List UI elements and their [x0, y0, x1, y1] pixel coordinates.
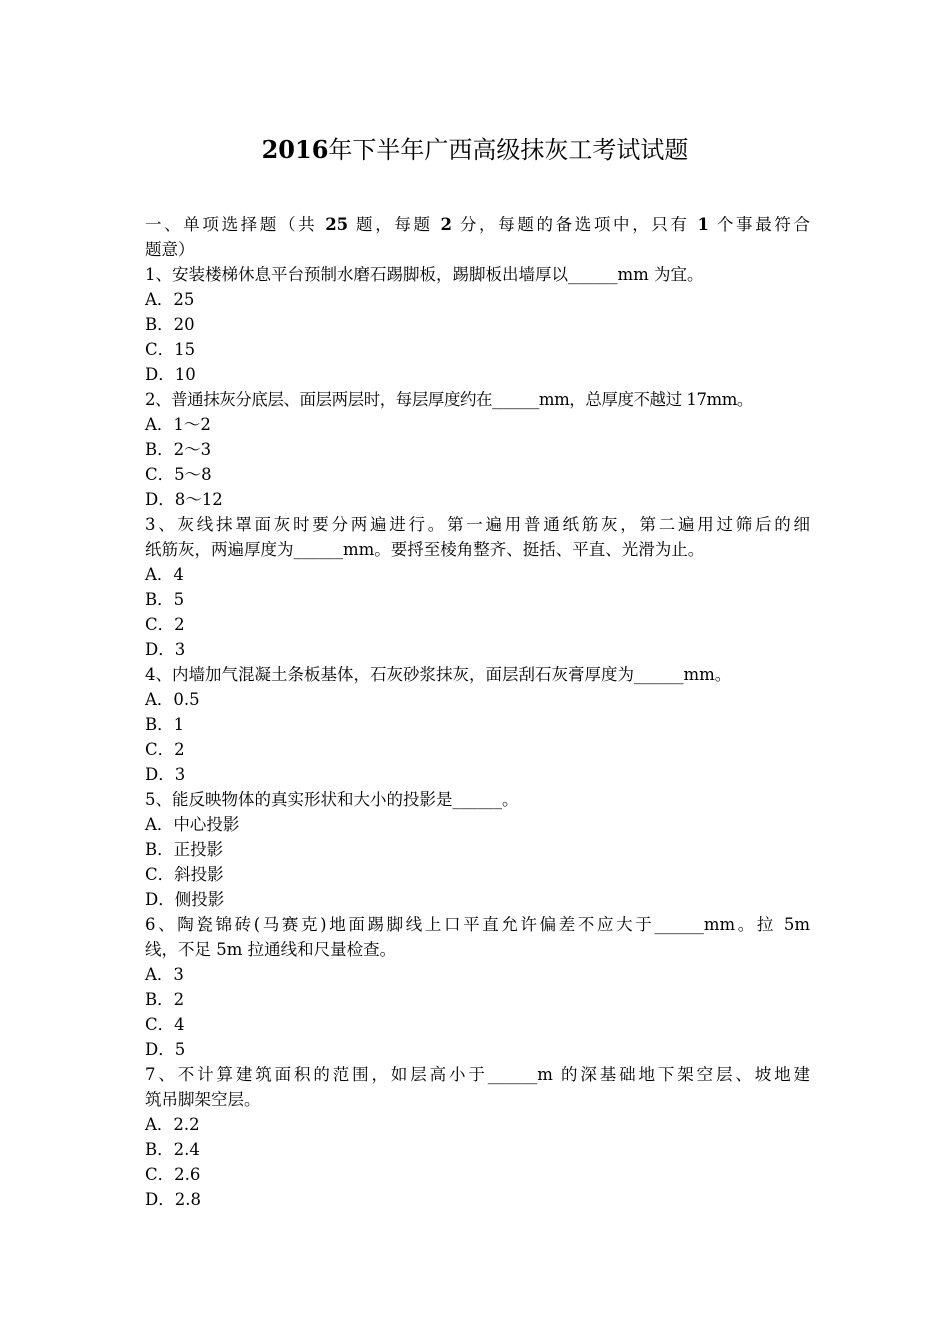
title-year: 2016 [261, 135, 329, 164]
section-header: 一、单项选择题（共 25 题，每题 2 分，每题的备选项中，只有 1 个事最符合 [145, 215, 810, 234]
answer-option: A．1～2 [145, 415, 211, 434]
answer-option: B．2.4 [145, 1140, 200, 1159]
answer-option: B．2 [145, 990, 185, 1009]
answer-option: D．8～12 [145, 490, 223, 509]
answer-option: B．5 [145, 590, 185, 609]
answer-option: A．中心投影 [145, 815, 240, 834]
answer-option: B．正投影 [145, 840, 224, 859]
question-text-continuation: 线，不足 5m 拉通线和尺量检查。 [145, 940, 397, 959]
answer-option: A．25 [145, 290, 195, 309]
page-title [0, 133, 950, 167]
question-text-continuation: 筑吊脚架空层。 [145, 1090, 261, 1109]
answer-option: D．3 [145, 640, 186, 659]
answer-option: C．2 [145, 740, 185, 759]
answer-option: D．侧投影 [145, 890, 225, 909]
question-text: 3、灰线抹罩面灰时要分两遍进行。第一遍用普通纸筋灰，第二遍用过筛后的细 [145, 515, 810, 534]
question-text: 4、内墙加气混凝土条板基体，石灰砂浆抹灰，面层刮石灰膏厚度为______mm。 [145, 665, 732, 684]
answer-option: A．3 [145, 965, 184, 984]
answer-option: B．20 [145, 315, 195, 334]
answer-option: C．5～8 [145, 465, 212, 484]
question-text-continuation: 纸筋灰，两遍厚度为______mm。要捋至棱角整齐、挺括、平直、光滑为止。 [145, 540, 705, 559]
answer-option: B．1 [145, 715, 185, 734]
answer-option: C．2 [145, 615, 185, 634]
title-text: 年下半年广西高级抹灰工考试试题 [328, 136, 689, 164]
question-text: 2、普通抹灰分底层、面层两层时，每层厚度约在______mm，总厚度不越过 17mm。 [145, 390, 753, 409]
answer-option: A．2.2 [145, 1115, 200, 1134]
answer-option: D．10 [145, 365, 196, 384]
answer-option: A．0.5 [145, 690, 200, 709]
question-list [145, 212, 810, 1212]
question-text: 7、不计算建筑面积的范围，如层高小于______m 的深基础地下架空层、坡地建 [145, 1065, 810, 1084]
question-text: 1、安装楼梯休息平台预制水磨石踢脚板，踢脚板出墙厚以______mm 为宜。 [145, 265, 704, 284]
answer-option: C．2.6 [145, 1165, 201, 1184]
answer-option: D．2.8 [145, 1190, 201, 1209]
answer-option: C．4 [145, 1015, 185, 1034]
answer-option: C．15 [145, 340, 196, 359]
answer-option: D．5 [145, 1040, 186, 1059]
answer-option: B．2～3 [145, 440, 212, 459]
question-text: 6、陶瓷锦砖(马赛克)地面踢脚线上口平直允许偏差不应大于______mm。拉 5m [145, 915, 810, 934]
answer-option: D．3 [145, 765, 186, 784]
answer-option: A．4 [145, 565, 184, 584]
answer-option: C．斜投影 [145, 865, 224, 884]
section-header-continuation: 题意） [145, 240, 195, 259]
question-text: 5、能反映物体的真实形状和大小的投影是______。 [145, 790, 519, 809]
